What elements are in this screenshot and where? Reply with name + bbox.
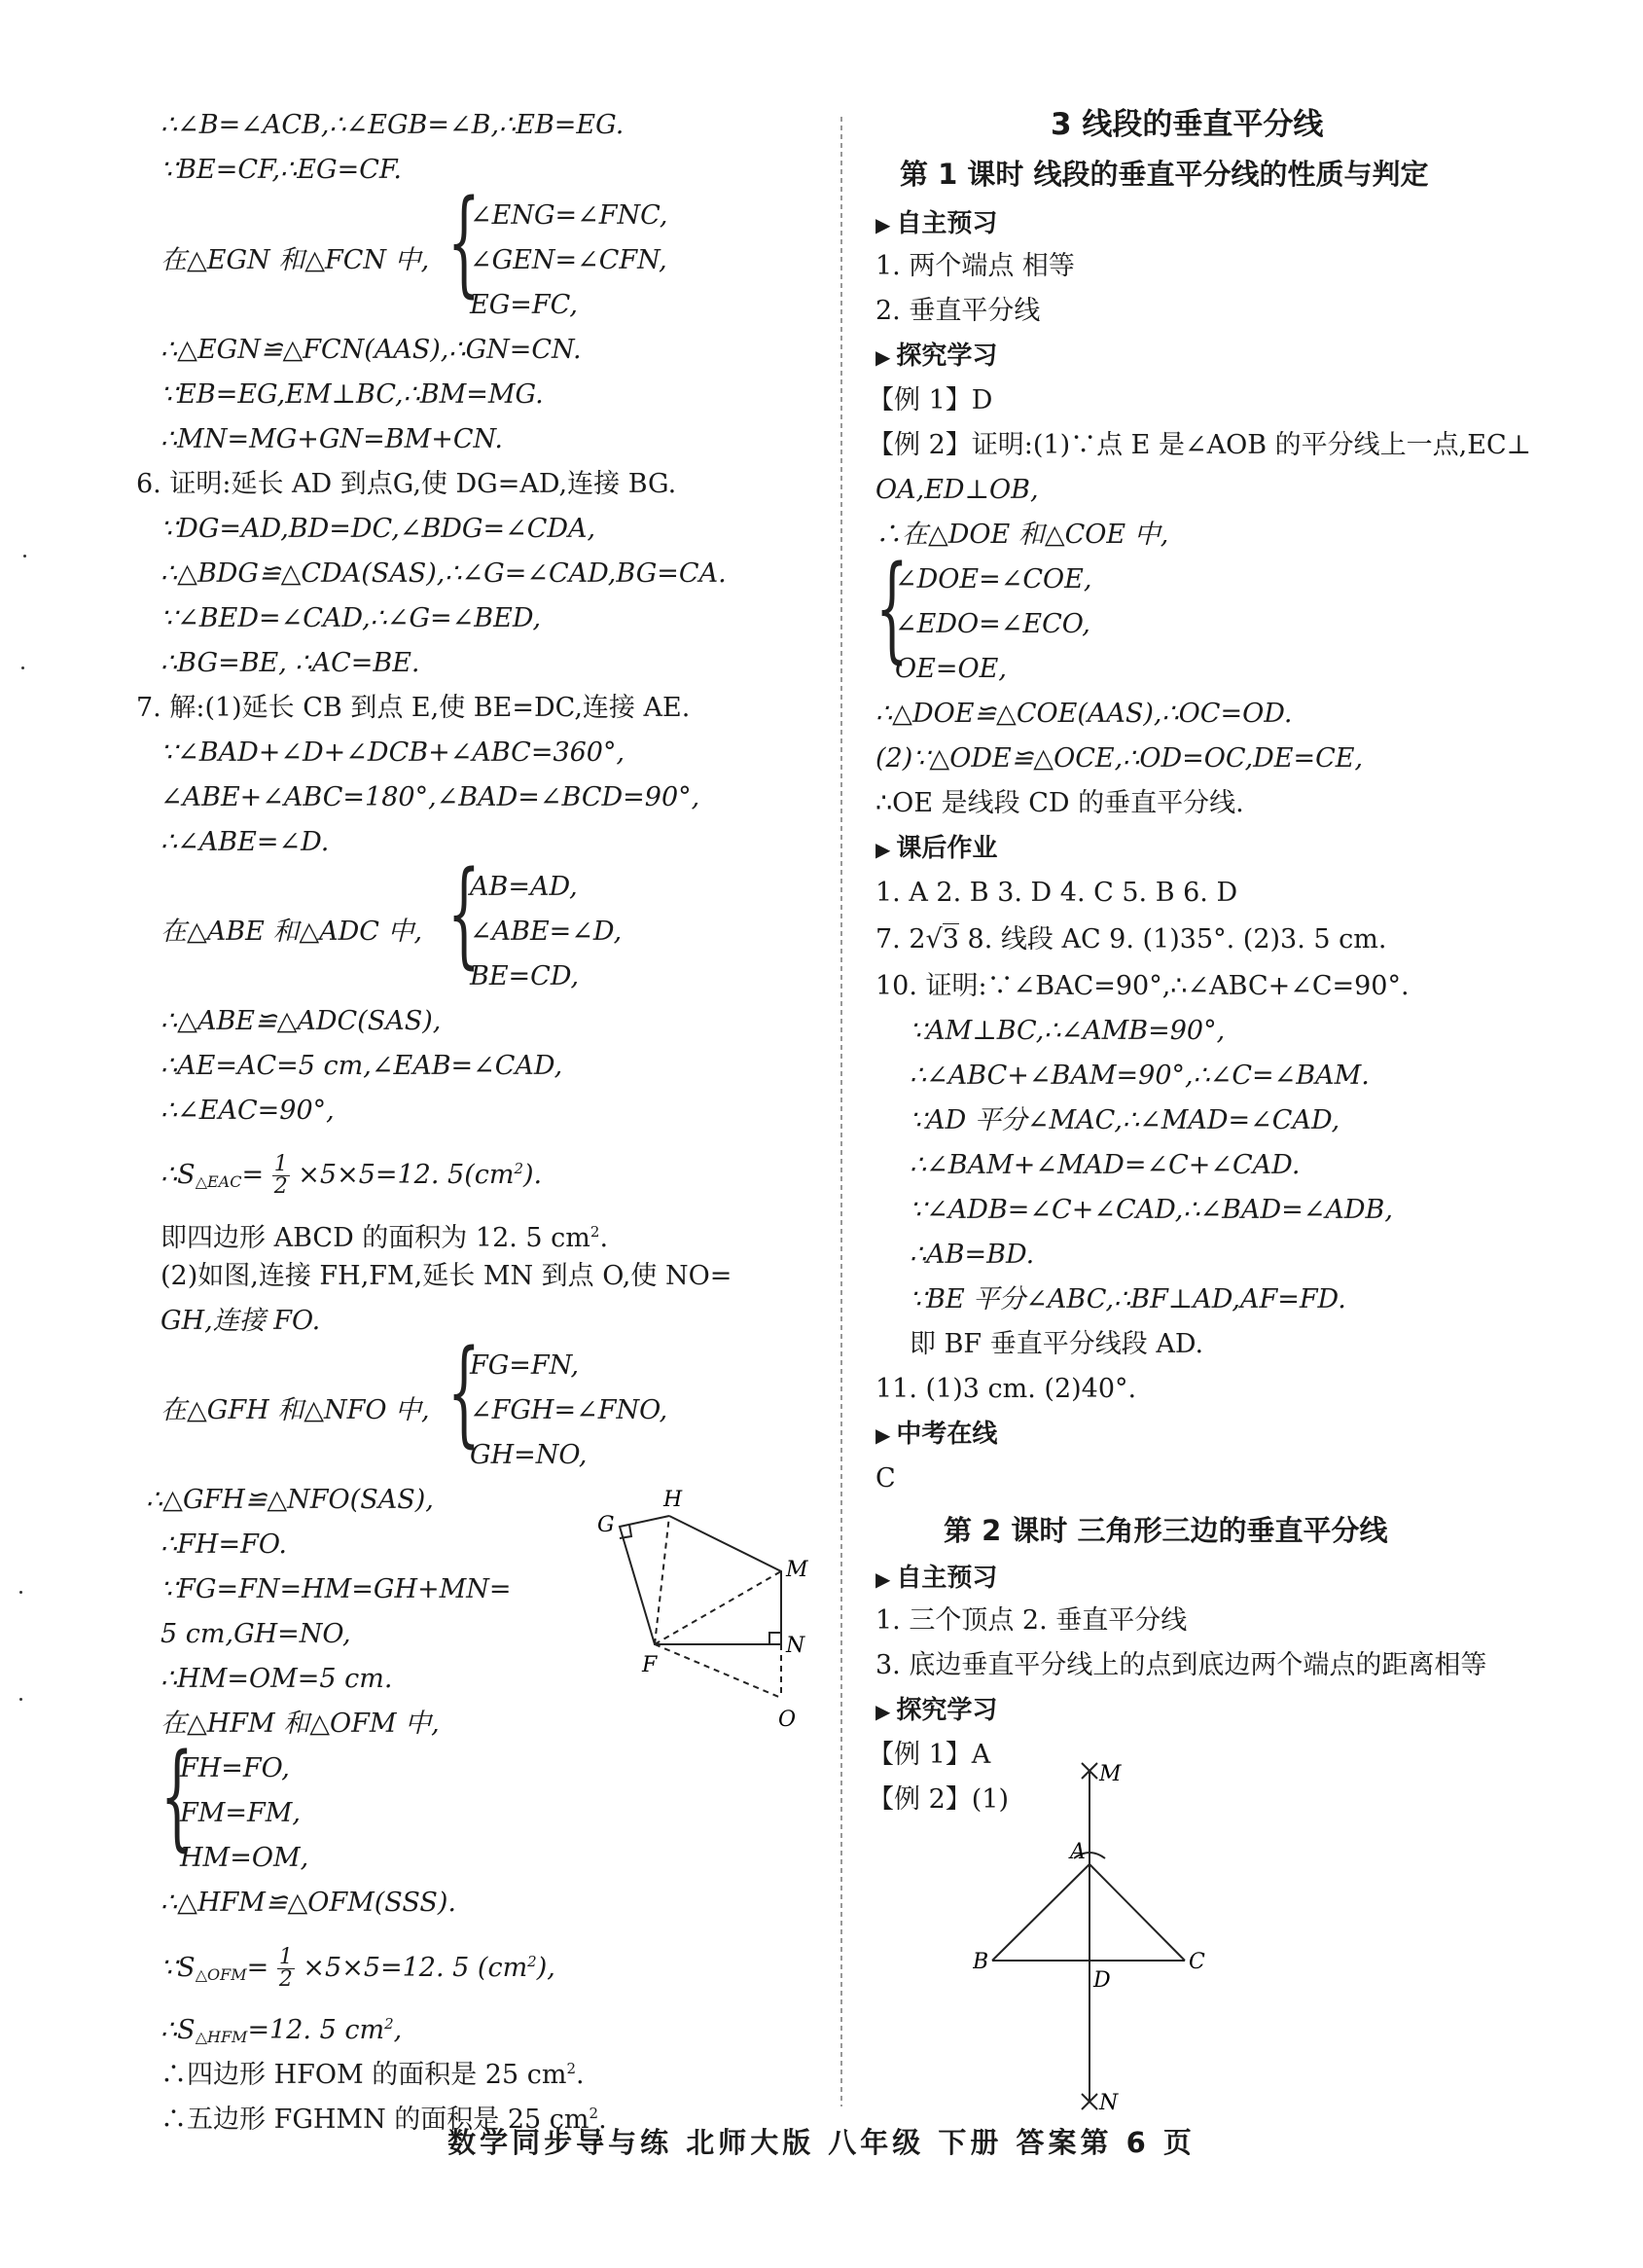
brace-glyph: { (161, 1728, 194, 1862)
text-line: 【例 2】(1) (868, 1784, 1010, 1815)
column-divider (838, 117, 845, 2106)
label-a: A (1070, 1840, 1086, 1864)
text-line: (2)∵△ODE≌△OCE,∴OD=OC,DE=CE, (875, 743, 1364, 774)
subsection-heading: ▶ 探究学习 (875, 1696, 998, 1725)
text-line: ∵∠BED=∠CAD,∴∠G=∠BED, (161, 603, 542, 633)
subsection-heading: ▶ 课后作业 (875, 834, 998, 863)
label-g: G (597, 1513, 615, 1537)
brace-glyph: { (875, 540, 909, 674)
text-line: 在△HFM 和△OFM 中, (161, 1709, 440, 1739)
segment-fm (655, 1571, 781, 1644)
text-line: ∴BG=BE, ∴AC=BE. (161, 648, 420, 678)
triangle-bullet-icon: ▶ (875, 838, 891, 861)
system-line: EG=FC, (470, 290, 578, 320)
text-line: ∵AD 平分∠MAC,∴∠MAD=∠CAD, (910, 1105, 1340, 1135)
triangle-bullet-icon: ▶ (875, 345, 891, 369)
system-line: FM=FM, (180, 1798, 301, 1828)
text-line: 在△GFH 和△NFO 中, (161, 1395, 430, 1425)
system-line: FG=FN, (470, 1350, 580, 1381)
text-line: ∵DG=AD,BD=DC,∠BDG=∠CDA, (161, 514, 596, 544)
label-n: N (1099, 2091, 1119, 2115)
lesson-1-title: 第 1 课时 线段的垂直平分线的性质与判定 (900, 158, 1429, 191)
problem-7: 7. 解:(1)延长 CB 到点 E,使 BE=DC,连接 AE. (136, 693, 691, 723)
text-line: ∵AM⊥BC,∴∠AMB=90°, (910, 1016, 1226, 1046)
segment-fh (655, 1516, 669, 1644)
text-line: 【例 1】D (868, 385, 993, 415)
triangle-bullet-icon: ▶ (875, 213, 891, 236)
edge-dot (19, 1698, 22, 1701)
text-line: ∵EB=EG,EM⊥BC,∴BM=MG. (161, 379, 544, 410)
label-d: D (1093, 1968, 1111, 1993)
text-line: ∴∠EAC=90°, (161, 1096, 335, 1126)
triangle-bullet-icon: ▶ (875, 1700, 891, 1723)
segment-ac (1089, 1864, 1185, 1961)
brace-glyph: { (447, 174, 481, 308)
text-line: (2)如图,连接 FH,FM,延长 MN 到点 O,使 NO= (161, 1261, 732, 1291)
text-line: 在△EGN 和△FCN 中, (161, 245, 430, 275)
subsection-heading: ▶ 自主预习 (875, 209, 998, 238)
label-b: B (973, 1950, 989, 1974)
text-line: ∴△HFM≌△OFM(SSS). (161, 1888, 456, 1918)
label-m: M (786, 1558, 808, 1582)
text-line: ∴∠ABC+∠BAM=90°,∴∠C=∠BAM. (910, 1061, 1370, 1091)
system-line: AB=AD, (470, 872, 578, 902)
page-footer: 数学同步导与练 北师大版 八年级 下册 答案第 6 页 (447, 2126, 1196, 2159)
text-line: ∴△BDG≌△CDA(SAS),∴∠G=∠CAD,BG=CA. (161, 558, 727, 589)
segment-fo (655, 1644, 781, 1698)
text-line: ∵∠BAD+∠D+∠DCB+∠ABC=360°, (161, 738, 625, 768)
text-line: GH,连接 FO. (161, 1306, 321, 1336)
system-line: FH=FO, (180, 1753, 290, 1783)
text-line: ∴∠BAM+∠MAD=∠C+∠CAD. (910, 1150, 1301, 1180)
system-line: ∠FGH=∠FNO, (470, 1395, 668, 1425)
subsection-heading: ▶ 中考在线 (875, 1420, 998, 1449)
text-line: 【例 2】证明:(1)∵点 E 是∠AOB 的平分线上一点,EC⊥ (868, 430, 1531, 460)
text-line: ∵∠ADB=∠C+∠CAD,∴∠BAD=∠ADB, (910, 1195, 1393, 1225)
label-h: H (663, 1488, 683, 1512)
section-title: 3 线段的垂直平分线 (1051, 107, 1324, 142)
brace-glyph: { (447, 846, 481, 980)
text-line: ∵BE 平分∠ABC,∴BF⊥AD,AF=FD. (910, 1284, 1346, 1314)
text-line: ∴△ABE≌△ADC(SAS), (161, 1006, 442, 1036)
text-line: 3. 底边垂直平分线上的点到底边两个端点的距离相等 (875, 1650, 1487, 1680)
text-line: 1. 三个顶点 2. 垂直平分线 (875, 1605, 1188, 1636)
text-line: ∵FG=FN=HM=GH+MN= (161, 1574, 512, 1604)
text-line: ∴FH=FO. (161, 1530, 287, 1560)
system-line: HM=OM, (180, 1843, 309, 1873)
system-line: GH=NO, (470, 1440, 588, 1470)
problem-6: 6. 证明:延长 AD 到点G,使 DG=AD,连接 BG. (136, 469, 677, 499)
text-line: 即 BF 垂直平分线段 AD. (910, 1329, 1204, 1359)
lesson-2-title: 第 2 课时 三角形三边的垂直平分线 (944, 1514, 1388, 1547)
text-line: ∴在△DOE 和△COE 中, (875, 520, 1169, 550)
right-angle-n (769, 1633, 781, 1644)
label-n: N (786, 1634, 805, 1658)
fraction: $\frac{1}{2}$ (273, 1152, 288, 1199)
text-line: ∴△GFH≌△NFO(SAS), (146, 1485, 434, 1515)
sqrt-sign: √ (925, 924, 943, 954)
text-line: ∴△EGN≌△FCN(AAS),∴GN=CN. (161, 335, 582, 365)
text-line: ∴∠B=∠ACB,∴∠EGB=∠B,∴EB=EG. (161, 110, 625, 140)
text-line: ∠ABE+∠ABC=180°,∠BAD=∠BCD=90°, (161, 782, 700, 812)
label-c: C (1189, 1950, 1205, 1974)
text-line: ∴△DOE≌△COE(AAS),∴OC=OD. (875, 699, 1293, 729)
text-line: C (875, 1463, 896, 1494)
text-line: 【例 1】A (868, 1740, 991, 1770)
area-formula: $\because S_{\triangle OFM}=$ $\frac{1}{2}$ ×5×5=12. 5 $(cm^2)$, (161, 1945, 555, 1992)
text-line: ∴AE=AC=5 cm,∠EAB=∠CAD, (161, 1051, 563, 1081)
text-line: 1. 两个端点 相等 (875, 251, 1075, 281)
subsection-heading: ▶ 探究学习 (875, 342, 998, 371)
system-line: ∠ENG=∠FNC, (470, 200, 668, 231)
text-line: $\therefore S_{\triangle HFM}=12$. 5 $cm^2$, (161, 2015, 403, 2046)
fraction: $\frac{1}{2}$ (278, 1945, 293, 1992)
problem-11: 11. (1)3 cm. (2)40°. (875, 1374, 1137, 1404)
system-line: BE=CD, (470, 961, 580, 991)
triangle-bullet-icon: ▶ (875, 1423, 891, 1447)
text-line: ∴MN=MG+GN=BM+CN. (161, 424, 503, 454)
system-line: ∠GEN=∠CFN, (470, 245, 667, 275)
text-line: ∴AB=BD. (910, 1240, 1035, 1270)
text-line: 在△ABE 和△ADC 中, (161, 917, 423, 947)
text-line: ∴五边形 FGHMN 的面积是 25 $cm^2$. (161, 2105, 607, 2135)
system-line: ∠ABE=∠D, (470, 917, 623, 947)
segment-ab (992, 1864, 1089, 1961)
edge-dot (19, 1591, 22, 1594)
area-formula: $\therefore S_{\triangle EAC}=$ $\frac{1}{2}$ ×5×5=12. $5(cm^2)$. (161, 1152, 543, 1199)
text-line: ∴四边形 HFOM 的面积是 25 $cm^2$. (161, 2060, 585, 2090)
text-line: 5 cm,GH=NO, (161, 1619, 351, 1649)
edge-dot (23, 555, 26, 558)
label-o: O (778, 1708, 797, 1732)
system-line: ∠DOE=∠COE, (895, 564, 1092, 594)
brace-glyph: { (447, 1324, 481, 1458)
text-line: ∴HM=OM=5 cm. (161, 1664, 393, 1694)
label-f: F (642, 1653, 658, 1677)
text-line: ∴∠ABE=∠D. (161, 827, 330, 857)
text-line: ∴OE 是线段 CD 的垂直平分线. (875, 788, 1244, 818)
text-line: 即四边形 ABCD 的面积为 12. 5 $cm^2$. (161, 1223, 609, 1253)
problem-10: 10. 证明:∵∠BAC=90°,∴∠ABC+∠C=90°. (875, 971, 1410, 1001)
label-m: M (1099, 1762, 1122, 1786)
edge-dot (21, 666, 24, 669)
bisector-figure (973, 1761, 1206, 2121)
text-line: ∵BE=CF,∴EG=CF. (161, 155, 402, 185)
system-line: OE=OE, (895, 654, 1007, 684)
text-line: 1. A 2. B 3. D 4. C 5. B 6. D (875, 878, 1238, 908)
subsection-heading: ▶ 自主预习 (875, 1564, 998, 1593)
text-line: 7. 2√3 8. 线段 AC 9. (1)35°. (2)3. 5 cm. (875, 924, 1387, 954)
pentagon-outline (620, 1516, 781, 1644)
text-line: 2. 垂直平分线 (875, 296, 1041, 326)
pentagon-figure (584, 1479, 827, 1732)
text-line: OA,ED⊥OB, (875, 475, 1039, 505)
triangle-bullet-icon: ▶ (875, 1567, 891, 1591)
system-line: ∠EDO=∠ECO, (895, 609, 1090, 639)
